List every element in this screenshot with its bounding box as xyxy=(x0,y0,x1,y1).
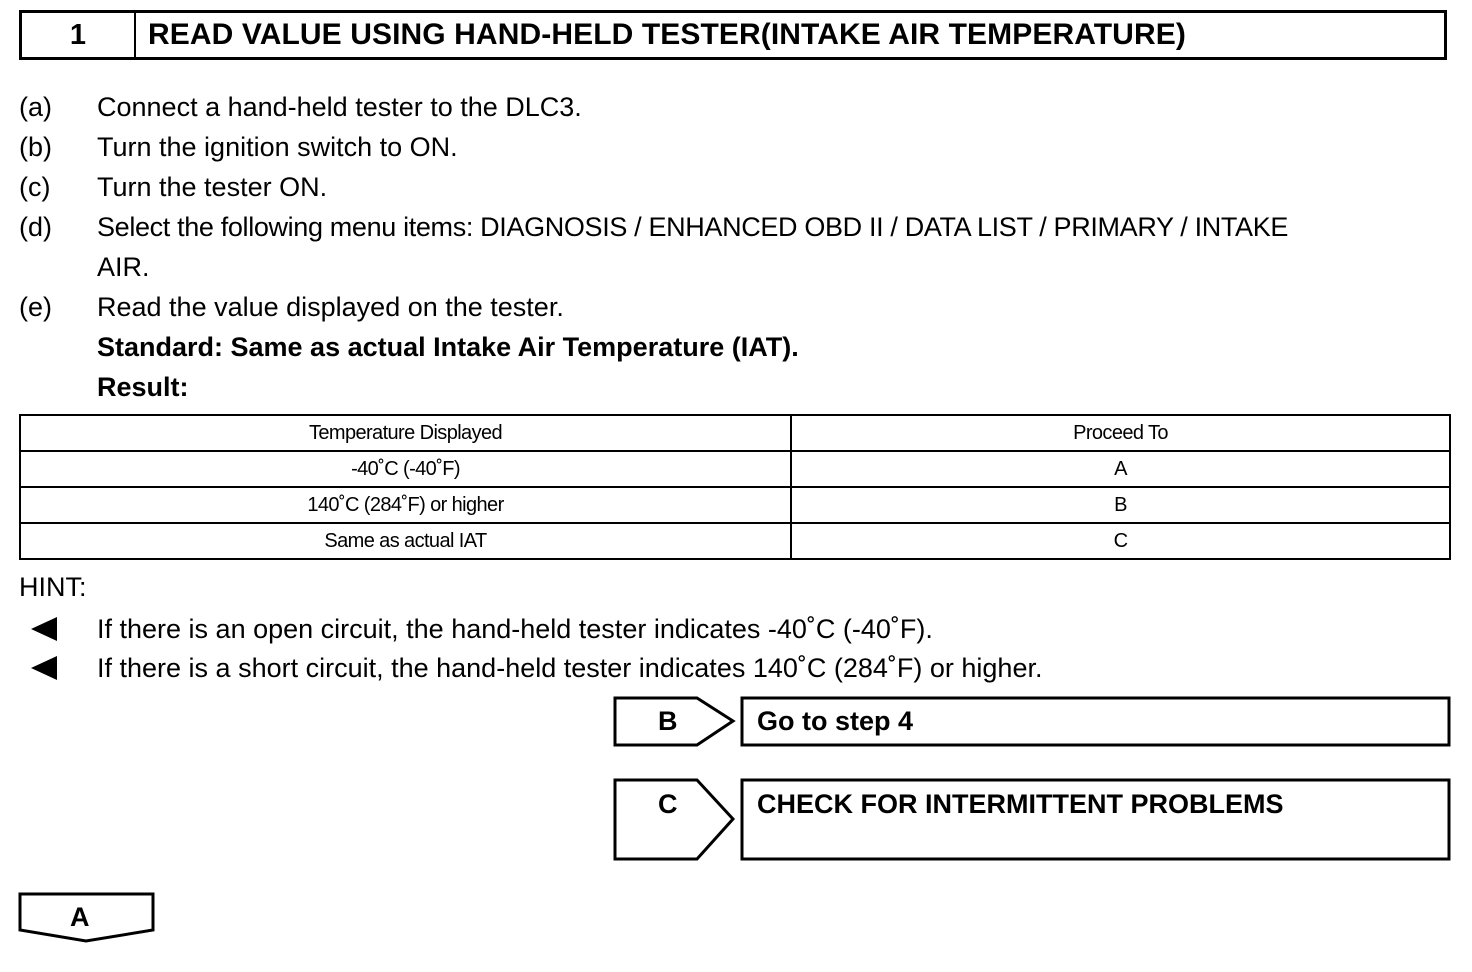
table-cell: Same as actual IAT xyxy=(20,523,791,559)
instruction-label: (c) xyxy=(19,172,51,202)
flow-tag-c: C xyxy=(658,789,678,819)
table-cell: B xyxy=(791,487,1450,523)
result-label: Result: xyxy=(97,372,189,402)
instruction-label: (d) xyxy=(19,212,52,242)
instruction-label: (a) xyxy=(19,92,52,122)
instruction-text: Connect a hand-held tester to the DLC3. xyxy=(97,92,582,122)
table-cell: 140˚C (284˚F) or higher xyxy=(20,487,791,523)
flow-tag-b: B xyxy=(658,706,678,736)
standard-text: Standard: Same as actual Intake Air Temperature (IAT). xyxy=(97,332,799,362)
step-number: 1 xyxy=(22,13,136,57)
hint-text: If there is an open circuit, the hand-held tester indicates -40˚C (-40˚F). xyxy=(97,614,933,644)
table-cell: C xyxy=(791,523,1450,559)
table-cell: A xyxy=(791,451,1450,487)
instruction-text: Select the following menu items: DIAGNOSIS / ENHANCED OBD II / DATA LIST / PRIMARY / INTAKE xyxy=(97,212,1289,242)
step-title: READ VALUE USING HAND-HELD TESTER(INTAKE AIR TEMPERATURE) xyxy=(148,18,1186,51)
hint-label: HINT: xyxy=(19,572,87,602)
flow-action-b: Go to step 4 xyxy=(757,706,914,736)
flow-tag-a: A xyxy=(70,902,90,932)
table-cell: -40˚C (-40˚F) xyxy=(20,451,791,487)
instruction-text: Turn the tester ON. xyxy=(97,172,328,202)
column-header: Proceed To xyxy=(791,415,1450,451)
column-header: Temperature Displayed xyxy=(20,415,791,451)
instruction-text: Read the value displayed on the tester. xyxy=(97,292,564,322)
instruction-label: (b) xyxy=(19,132,52,162)
instruction-label: (e) xyxy=(19,292,52,322)
instruction-d-continued: AIR. xyxy=(97,252,150,282)
instruction-text: Turn the ignition switch to ON. xyxy=(97,132,458,162)
flow-action-c: CHECK FOR INTERMITTENT PROBLEMS xyxy=(757,789,1284,819)
hint-text: If there is a short circuit, the hand-held tester indicates 140˚C (284˚F) or higher. xyxy=(97,653,1043,683)
